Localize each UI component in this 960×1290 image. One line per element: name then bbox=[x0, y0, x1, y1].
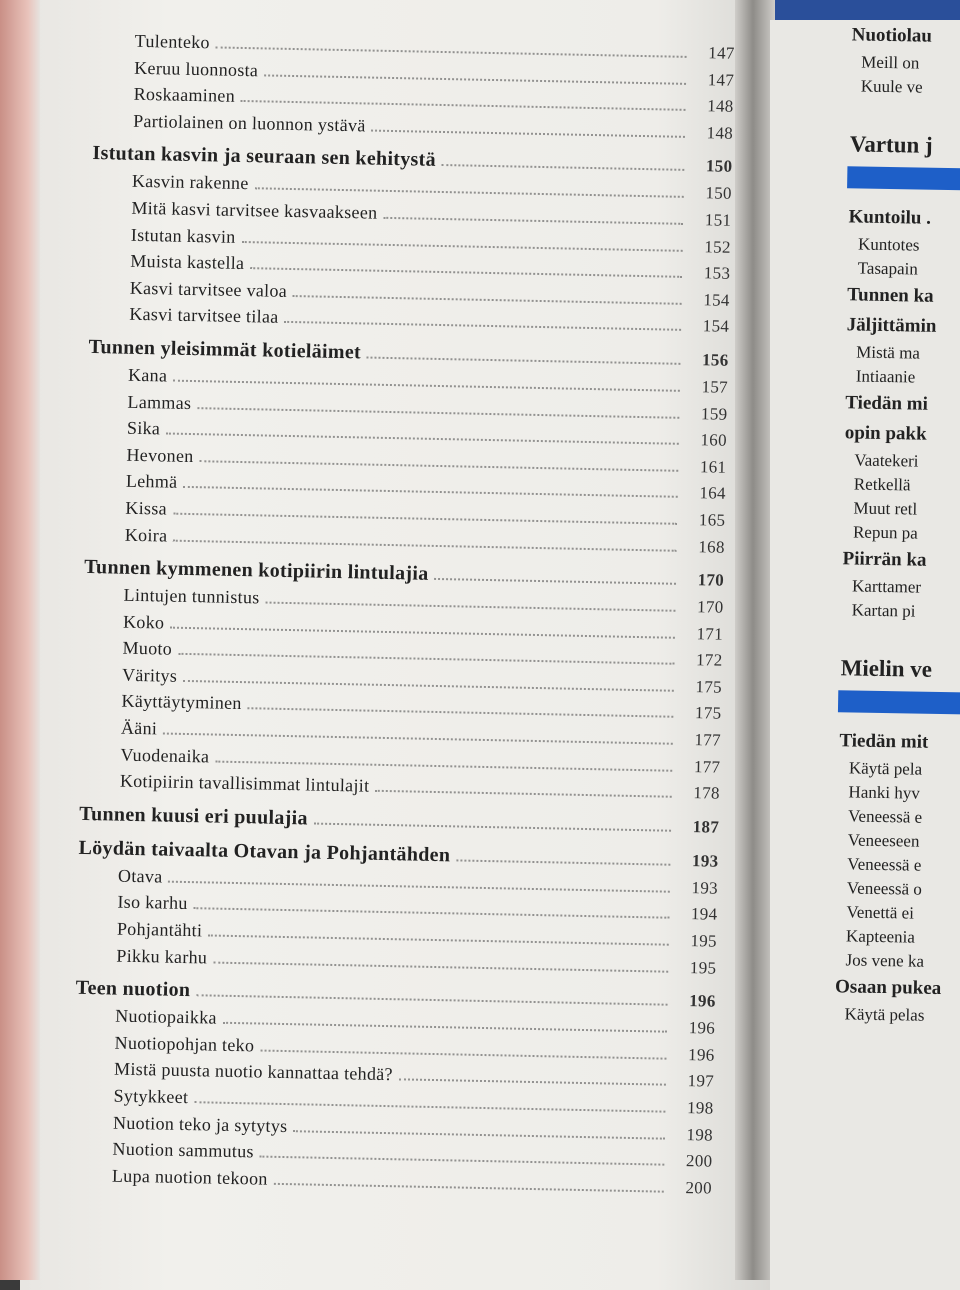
toc-chapter: Tunnen ka bbox=[847, 284, 934, 307]
page-number: 198 bbox=[686, 1098, 714, 1118]
page-number: 178 bbox=[693, 783, 720, 803]
dot-leader bbox=[170, 626, 675, 638]
toc-chapter: Piirrän ka bbox=[842, 548, 927, 571]
entry-title: Lehmä bbox=[125, 471, 178, 493]
entry-title: Tulenteko bbox=[134, 30, 211, 53]
dot-leader bbox=[284, 321, 681, 331]
entry-title: Iso karhu bbox=[117, 892, 188, 914]
entry-title: Kana bbox=[127, 364, 168, 386]
dot-leader bbox=[216, 46, 687, 57]
dot-leader bbox=[213, 961, 668, 972]
dot-leader bbox=[173, 380, 680, 392]
entry-title: Löydän taivaalta Otavan ja Pohjantähden bbox=[78, 836, 451, 867]
finger bbox=[0, 0, 40, 1280]
dot-leader bbox=[168, 880, 669, 892]
toc-entry: Repun pa bbox=[852, 522, 918, 543]
entry-title: Muoto bbox=[122, 637, 173, 659]
entry-title: Kasvi tarvitsee valoa bbox=[129, 277, 288, 301]
dot-leader bbox=[223, 1022, 667, 1033]
page-number: 175 bbox=[695, 677, 723, 697]
toc-entry: Venettä ei bbox=[846, 902, 915, 923]
dot-leader bbox=[183, 486, 677, 498]
entry-title: Koira bbox=[124, 524, 168, 546]
entry-title: Kasvi tarvitsee tilaa bbox=[129, 304, 279, 328]
book-gutter bbox=[735, 0, 775, 1280]
entry-title: Kasvin rakenne bbox=[131, 171, 249, 194]
entry-title: Väritys bbox=[121, 664, 178, 686]
dot-leader bbox=[293, 1130, 665, 1139]
toc-entry: Mistä ma bbox=[856, 342, 921, 363]
page-number: 152 bbox=[704, 236, 731, 257]
dot-leader bbox=[178, 653, 674, 665]
page-number: 168 bbox=[698, 536, 725, 557]
page-number: 148 bbox=[707, 96, 734, 117]
entry-title: Koko bbox=[122, 611, 165, 633]
page-number: 157 bbox=[701, 377, 729, 397]
dot-leader bbox=[314, 822, 671, 831]
toc-chapter: Osaan pukea bbox=[834, 976, 942, 1000]
dot-leader bbox=[375, 790, 671, 798]
section-title: Vartun j bbox=[849, 131, 933, 158]
toc-chapter: Kuntoilu . bbox=[848, 206, 932, 229]
page-number: 200 bbox=[685, 1151, 713, 1171]
toc-entry: Kuntotes bbox=[857, 234, 920, 255]
dot-leader bbox=[173, 539, 676, 551]
entry-title: Lintujen tunnistus bbox=[123, 584, 260, 608]
dot-leader bbox=[442, 164, 685, 171]
table-of-contents bbox=[72, 30, 735, 1204]
dot-leader bbox=[260, 1156, 665, 1166]
dot-leader bbox=[208, 934, 669, 945]
entry-title: Mitä kasvi tarvitsee kasvaakseen bbox=[131, 197, 378, 223]
section-title: Mielin ve bbox=[840, 655, 933, 682]
entry-title: Partiolainen on luonnon ystävä bbox=[132, 110, 366, 136]
page-number: 195 bbox=[690, 931, 718, 951]
dot-leader bbox=[260, 1049, 666, 1059]
entry-title: Keruu luonnosta bbox=[134, 57, 259, 80]
toc-chapter: Tiedän mit bbox=[839, 730, 929, 753]
page-number: 153 bbox=[703, 263, 731, 283]
dot-leader bbox=[371, 129, 685, 137]
dot-leader bbox=[434, 578, 676, 585]
page-number: 193 bbox=[691, 877, 719, 898]
dot-leader bbox=[173, 513, 677, 525]
entry-title: Lupa nuotion tekoon bbox=[111, 1165, 268, 1189]
entry-title: Hevonen bbox=[126, 444, 194, 466]
entry-title: Tunnen yleisimmät kotieläimet bbox=[88, 335, 362, 364]
page-number: 170 bbox=[696, 597, 724, 617]
toc-chapter: Jäljittämin bbox=[846, 314, 937, 337]
dot-leader bbox=[196, 994, 667, 1005]
entry-title: Vuodenaika bbox=[120, 744, 210, 767]
dot-leader bbox=[399, 1079, 666, 1086]
page-number: 154 bbox=[702, 316, 730, 337]
page-number: 175 bbox=[694, 703, 722, 724]
page-number: 198 bbox=[686, 1124, 714, 1145]
entry-title: Kotipiirin tavallisimmat lintulajit bbox=[119, 770, 370, 796]
page-number: 147 bbox=[708, 43, 735, 63]
entry-title: Muista kastella bbox=[130, 250, 245, 274]
page-number: 151 bbox=[704, 210, 732, 230]
page-number: 196 bbox=[687, 1044, 715, 1065]
page-number: 150 bbox=[705, 183, 733, 204]
section-color-bar bbox=[838, 690, 960, 715]
dot-leader bbox=[183, 680, 674, 692]
page-number: 156 bbox=[701, 350, 729, 370]
toc-entry: Intiaanie bbox=[855, 366, 916, 387]
entry-title: Nuotion sammutus bbox=[112, 1138, 255, 1162]
dot-leader bbox=[264, 74, 686, 84]
entry-title: Pohjantähti bbox=[116, 918, 203, 941]
toc-chapter: opin pakk bbox=[844, 422, 927, 445]
dot-leader bbox=[241, 241, 682, 252]
dot-leader bbox=[199, 460, 678, 472]
dot-leader bbox=[194, 908, 670, 920]
entry-title: Pikku karhu bbox=[116, 945, 208, 968]
toc-chapter bbox=[79, 803, 719, 844]
page-number: 161 bbox=[699, 456, 727, 477]
toc-entry: Veneessä o bbox=[846, 878, 923, 899]
entry-title: Istutan kasvin bbox=[130, 224, 236, 247]
toc-entry: Vaatekeri bbox=[854, 450, 919, 471]
section-color-bar bbox=[847, 166, 960, 191]
toc-entry: Kuule ve bbox=[860, 76, 923, 97]
dot-leader bbox=[197, 407, 679, 419]
page-number: 196 bbox=[688, 1018, 716, 1038]
dot-leader bbox=[293, 295, 682, 305]
entry-title: Teen nuotion bbox=[75, 977, 191, 1002]
page-number: 172 bbox=[695, 650, 723, 670]
entry-title: Sika bbox=[126, 417, 161, 439]
page-number: 197 bbox=[687, 1071, 715, 1092]
toc-entry: Meill on bbox=[861, 52, 920, 73]
dot-leader bbox=[215, 760, 672, 771]
dot-leader bbox=[166, 433, 679, 445]
entry-title: Roskaaminen bbox=[133, 83, 236, 107]
toc-entry: Tasapain bbox=[857, 258, 919, 279]
entry-title: Istutan kasvin ja seuraan sen kehitystä bbox=[92, 142, 437, 172]
dot-leader bbox=[163, 733, 673, 745]
spacer bbox=[821, 622, 960, 653]
entry-title: Nuotion teko ja sytytys bbox=[112, 1112, 288, 1136]
page-number: 150 bbox=[705, 156, 733, 177]
page-number: 177 bbox=[694, 730, 722, 750]
page-number: 171 bbox=[696, 623, 724, 644]
toc-entry: Veneessä e bbox=[847, 854, 922, 875]
toc-entry: Kapteenia bbox=[845, 926, 916, 947]
toc-entry: Hanki hyv bbox=[848, 782, 920, 803]
entry-title: Ääni bbox=[120, 717, 158, 739]
toc-entry: Muut retl bbox=[853, 498, 918, 519]
page-number: 165 bbox=[698, 510, 726, 530]
entry-title: Mistä puusta nuotio kannattaa tehdä? bbox=[113, 1059, 394, 1085]
toc-chapter: Tiedän mi bbox=[845, 392, 929, 415]
toc-entry: Karttamer bbox=[851, 576, 922, 597]
entry-title: Tunnen kymmenen kotipiirin lintulajia bbox=[83, 555, 429, 585]
page-number: 177 bbox=[693, 756, 721, 777]
page-number: 160 bbox=[700, 430, 728, 450]
toc-entry: Retkellä bbox=[853, 474, 911, 495]
toc-entry: Käytä pela bbox=[848, 758, 923, 779]
toc-entry: Jos vene ka bbox=[845, 950, 925, 971]
dot-leader bbox=[241, 100, 686, 111]
page-number: 154 bbox=[703, 290, 730, 310]
entry-title: Tunnen kuusi eri puulajia bbox=[79, 802, 308, 830]
dot-leader bbox=[456, 859, 670, 865]
entry-title: Otava bbox=[117, 865, 163, 887]
toc-entry: Veneessä e bbox=[847, 806, 923, 827]
dot-leader bbox=[250, 267, 682, 278]
right-page bbox=[770, 20, 960, 1290]
page-number: 193 bbox=[691, 850, 719, 871]
toc-entry: Veneeseen bbox=[847, 830, 920, 851]
page-number: 195 bbox=[689, 957, 717, 978]
dot-leader bbox=[274, 1183, 664, 1193]
entry-title: Lammas bbox=[127, 391, 192, 413]
dot-leader bbox=[254, 188, 683, 199]
entry-title: Sytykkeet bbox=[113, 1085, 189, 1108]
page-number: 159 bbox=[700, 403, 728, 424]
page-number: 194 bbox=[690, 904, 718, 925]
entry-title: Nuotiopohjan teko bbox=[114, 1032, 255, 1056]
dot-leader bbox=[248, 708, 674, 719]
page-number: 164 bbox=[699, 483, 727, 504]
dot-leader bbox=[383, 217, 683, 225]
dot-leader bbox=[194, 1101, 665, 1112]
toc-entry: Käytä pelas bbox=[844, 1004, 925, 1025]
toc-entry: Kartan pi bbox=[851, 600, 916, 621]
page-number: 148 bbox=[706, 123, 734, 143]
page-number: 187 bbox=[692, 817, 720, 837]
entry-title: Käyttäytyminen bbox=[121, 691, 242, 714]
right-toc bbox=[814, 20, 960, 1029]
entry-title: Nuotiopaikka bbox=[115, 1005, 217, 1028]
page-number: 200 bbox=[685, 1177, 713, 1198]
dot-leader bbox=[265, 602, 675, 612]
toc-chapter: Nuotiolau bbox=[851, 24, 933, 47]
page-number: 196 bbox=[689, 991, 716, 1011]
spacer bbox=[830, 98, 960, 129]
page-number: 170 bbox=[697, 570, 725, 590]
dot-leader bbox=[367, 356, 681, 364]
entry-title: Kissa bbox=[125, 497, 168, 519]
page-number: 147 bbox=[707, 69, 735, 90]
